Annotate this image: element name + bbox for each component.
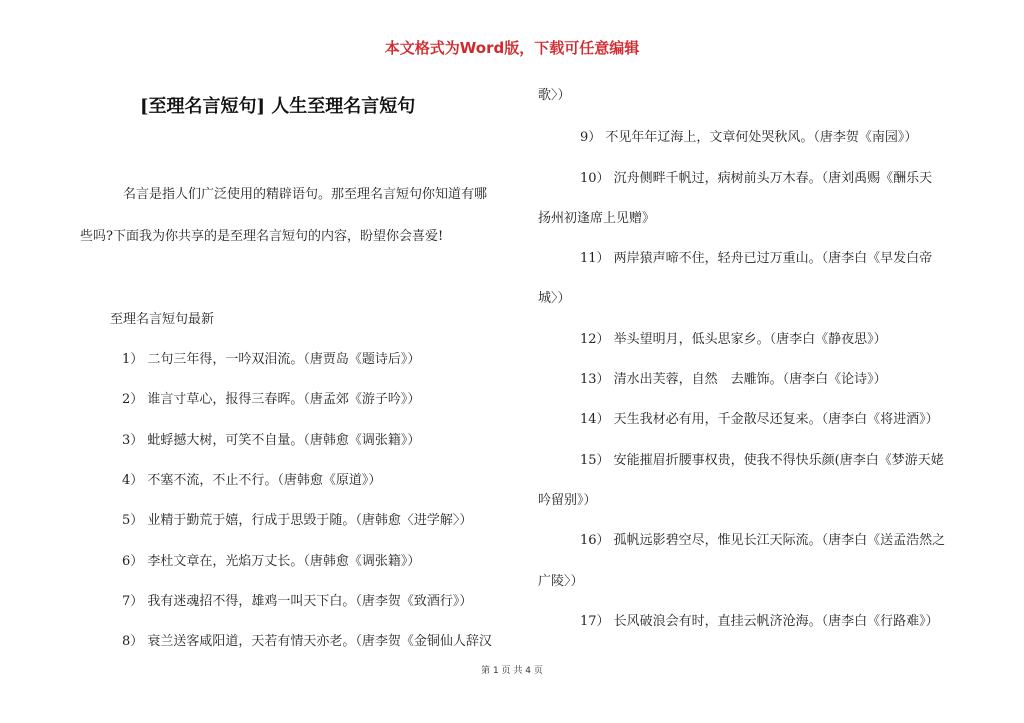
watermark-banner: 本文格式为Word版，下载可任意编辑 [384, 39, 640, 57]
page-title: [至理名言短句] 人生至理名言短句 [140, 96, 416, 117]
quote-item: 12） 举头望明月，低头思家乡。（唐李白《静夜思》） [580, 332, 887, 347]
quote-item: 17） 长风破浪会有时，直挂云帆济沧海。（唐李白《行路难》） [580, 614, 939, 629]
quote-item: 15） 安能摧眉折腰事权贵，使我不得快乐颜(唐李白《梦游天姥 [580, 453, 944, 468]
quote-item: 1） 二句三年得，一吟双泪流。（唐贾岛《题诗后》） [122, 352, 421, 367]
quote-item: 10） 沉舟侧畔千帆过，病树前头万木春。（唐刘禹赐《酬乐天 [580, 171, 933, 186]
page-footer: 第 1 页 共 4 页 [481, 666, 543, 676]
quote-item: 4） 不塞不流，不止不行。（唐韩愈《原道》） [122, 473, 382, 488]
quote-item: 8） 衰兰送客咸阳道，天若有情天亦老。（唐李贺《金铜仙人辞汉 [122, 634, 492, 649]
quote-item: 7） 我有迷魂招不得，雄鸡一叫天下白。（唐李贺《致酒行》） [122, 594, 473, 609]
quote-item: 2） 谁言寸草心，报得三春晖。（唐孟郊《游子吟》） [122, 392, 421, 407]
quote-item: 14） 天生我材必有用，千金散尽还复来。（唐李白《将进酒》） [580, 412, 939, 427]
quote-item: 13） 清水出芙蓉，自然 去雕饰。（唐李白《论诗》） [580, 372, 887, 387]
quote-item: 5） 业精于勤荒于嬉，行成于思毁于随。（唐韩愈〈进学解〉） [122, 513, 473, 528]
quote-continuation: 扬州初逢席上见赠》 [538, 211, 656, 226]
intro-line-1: 名言是指人们广泛使用的精辟语句。那至理名言短句你知道有哪 [123, 187, 488, 202]
section-title: 至理名言短句最新 [110, 312, 215, 327]
quote-item: 3） 蚍蜉撼大树，可笑不自量。（唐韩愈《调张籍》） [122, 433, 421, 448]
intro-line-2: 些吗?下面我为你共享的是至理名言短句的内容，盼望你会喜爱! [80, 229, 444, 244]
quote-item: 6） 李杜文章在，光焰万丈长。（唐韩愈《调张籍》） [122, 554, 421, 569]
quote-continuation: 城〉） [538, 291, 571, 306]
quote-continuation: 歌〉） [538, 88, 571, 103]
quote-item: 11） 两岸猿声啼不住，轻舟已过万重山。（唐李白《早发白帝 [580, 251, 933, 266]
quote-continuation: 广陵〉） [538, 574, 584, 589]
quote-continuation: 吟留别》） [538, 493, 597, 508]
quote-item: 9） 不见年年辽海上，文章何处哭秋风。（唐李贺《南园》） [580, 130, 918, 145]
quote-item: 16） 孤帆远影碧空尽，惟见长江天际流。（唐李白《送孟浩然之 [580, 533, 946, 548]
